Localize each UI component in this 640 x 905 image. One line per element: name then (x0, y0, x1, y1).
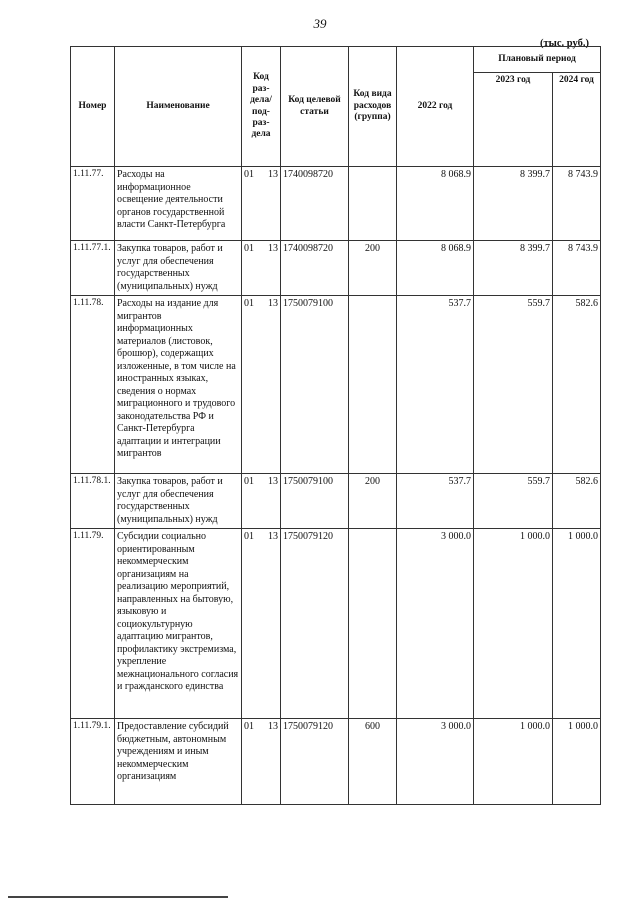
row-expense-type (349, 529, 397, 719)
row-2023: 1 000.0 (474, 719, 553, 805)
row-target: 1750079120 (281, 529, 349, 719)
row-2024: 8 743.9 (553, 167, 601, 241)
row-section (242, 719, 281, 805)
row-2024: 582.6 (553, 296, 601, 474)
row-2024: 1 000.0 (553, 529, 601, 719)
row-name: Предоставление субсидий бюджетным, автономным учреждениям и иным некоммерческим организациям (115, 719, 242, 805)
row-name: Расходы на издание для мигрантов информационных материалов (листовок, брошюр), содержащих изложенные, в том числе на иностранных языках, сведения о нормах миграционного и трудового законодательства РФ и Санкт-Петербурга адаптации и интеграции мигрантов (115, 296, 242, 474)
row-target: 1750079120 (281, 719, 349, 805)
header-expense-type: Код вида расходов (группа) (349, 47, 397, 167)
row-2022: 3 000.0 (397, 529, 474, 719)
header-target: Код целевой статьи (281, 47, 349, 167)
row-2024: 8 743.9 (553, 241, 601, 296)
row-2023: 559.7 (474, 474, 553, 529)
table-row (71, 474, 601, 529)
row-target: 1740098720 (281, 167, 349, 241)
section-code: 01 (244, 531, 254, 542)
row-section (242, 474, 281, 529)
row-number: 1.11.77. (71, 167, 115, 241)
subsection-code: 13 (268, 169, 278, 180)
section-code: 01 (244, 476, 254, 487)
table-row (71, 167, 601, 241)
row-2024: 1 000.0 (553, 719, 601, 805)
row-section (242, 167, 281, 241)
budget-table (70, 46, 601, 805)
header-section: Код раз-дела/ под-раз-дела (242, 47, 281, 167)
row-target: 1740098720 (281, 241, 349, 296)
row-number: 1.11.79.1. (71, 719, 115, 805)
row-number: 1.11.77.1. (71, 241, 115, 296)
section-code: 01 (244, 169, 254, 180)
row-number: 1.11.79. (71, 529, 115, 719)
table-row (71, 241, 601, 296)
row-2022: 8 068.9 (397, 167, 474, 241)
row-section (242, 296, 281, 474)
row-number: 1.11.78.1. (71, 474, 115, 529)
units-label: (тыс. руб.) (540, 38, 589, 49)
subsection-code: 13 (268, 298, 278, 309)
section-code: 01 (244, 298, 254, 309)
row-2023: 8 399.7 (474, 241, 553, 296)
subsection-code: 13 (268, 531, 278, 542)
table-row (71, 296, 601, 474)
row-expense-type: 600 (349, 719, 397, 805)
row-2024: 582.6 (553, 474, 601, 529)
row-expense-type: 200 (349, 241, 397, 296)
row-target: 1750079100 (281, 296, 349, 474)
header-year-2023: 2023 год (474, 73, 553, 167)
row-expense-type (349, 296, 397, 474)
row-section (242, 529, 281, 719)
section-code: 01 (244, 721, 254, 732)
table-row (71, 529, 601, 719)
row-name: Расходы на информационное освещение деятельности органов государственной власти Санкт-Петербурга (115, 167, 242, 241)
subsection-code: 13 (268, 243, 278, 254)
header-year-2022: 2022 год (397, 47, 474, 167)
row-2023: 8 399.7 (474, 167, 553, 241)
row-expense-type (349, 167, 397, 241)
section-code: 01 (244, 243, 254, 254)
footer-rule (8, 896, 228, 898)
header-number: Номер (71, 47, 115, 167)
row-2022: 537.7 (397, 296, 474, 474)
row-2023: 559.7 (474, 296, 553, 474)
subsection-code: 13 (268, 476, 278, 487)
header-name: Наименование (115, 47, 242, 167)
header-year-2024: 2024 год (553, 73, 601, 167)
header-planning-period: Плановый период (474, 47, 601, 73)
row-target: 1750079100 (281, 474, 349, 529)
subsection-code: 13 (268, 721, 278, 732)
row-name: Закупка товаров, работ и услуг для обеспечения государственных (муниципальных) нужд (115, 474, 242, 529)
row-number: 1.11.78. (71, 296, 115, 474)
row-2022: 537.7 (397, 474, 474, 529)
row-name: Субсидии социально ориентированным некоммерческим организациям на реализацию мероприятий, направленных на бытовую, языковую и социокультурную адаптацию мигрантов, профилактику экстремизма, укрепление межнационального согласия и гражданского единства (115, 529, 242, 719)
page-number: 39 (313, 16, 327, 31)
row-2023: 1 000.0 (474, 529, 553, 719)
row-2022: 8 068.9 (397, 241, 474, 296)
row-name: Закупка товаров, работ и услуг для обеспечения государственных (муниципальных) нужд (115, 241, 242, 296)
row-section (242, 241, 281, 296)
row-expense-type: 200 (349, 474, 397, 529)
table-row (71, 719, 601, 805)
row-2022: 3 000.0 (397, 719, 474, 805)
